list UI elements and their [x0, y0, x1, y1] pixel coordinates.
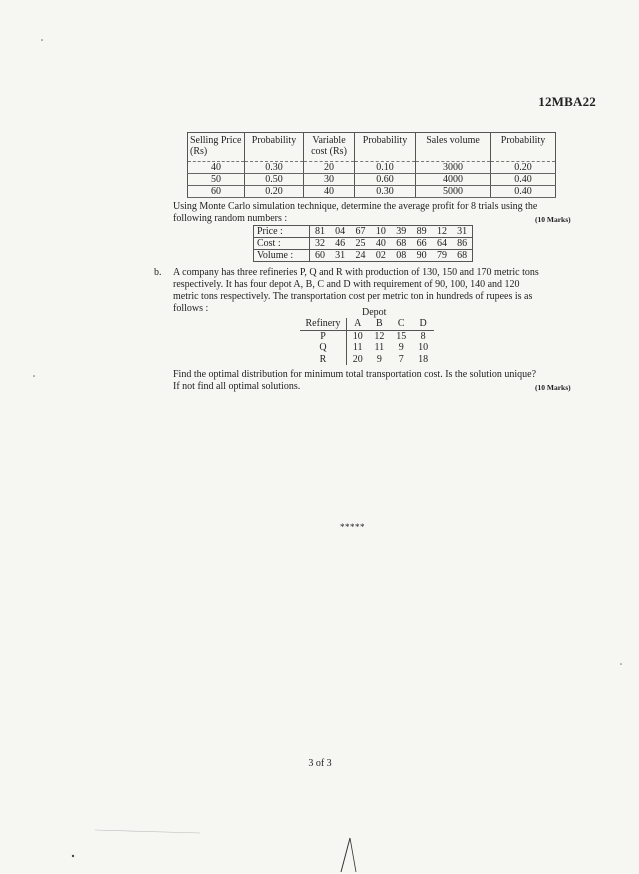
- question-b-find-line-1: Find the optimal distribution for minimum total transportation cost. Is the solution unique?: [173, 369, 537, 380]
- cell: 20: [352, 353, 363, 365]
- random-number-cell: 79: [432, 250, 452, 262]
- random-number-cell: 89: [411, 226, 431, 238]
- marks-b: (10 Marks): [535, 383, 571, 392]
- row-label: Volume :: [254, 250, 310, 262]
- cell: 9: [398, 342, 404, 353]
- cell: 40: [188, 162, 245, 174]
- paper-code: 12MBA22: [538, 94, 596, 109]
- col-depot-a: A: [347, 318, 369, 330]
- row-label: Cost :: [254, 238, 310, 250]
- random-number-cell: 68: [391, 238, 411, 250]
- cell: 0.20: [491, 162, 556, 174]
- cell: 10: [352, 330, 363, 342]
- pen-stroke: [350, 838, 356, 872]
- random-number-cell: 02: [371, 250, 391, 262]
- cell: 0.30: [245, 162, 304, 174]
- question-b-line-2: respectively. It has four depot A, B, C and D with requirement of 90, 100, 140 and 120: [173, 279, 520, 290]
- cell: 3000: [416, 162, 491, 174]
- col-selling-price: Selling Price (Rs): [188, 133, 245, 162]
- cell: 60: [188, 186, 245, 198]
- random-number-cell: 08: [391, 250, 411, 262]
- random-number-cell: 66: [411, 238, 431, 250]
- cell: 0.40: [491, 186, 556, 198]
- cell: 11: [352, 342, 363, 353]
- scan-dot: [33, 375, 35, 377]
- cell: 5000: [416, 186, 491, 198]
- random-number-cell: 12: [432, 226, 452, 238]
- random-number-cell: 68: [452, 250, 472, 262]
- scan-streak: [95, 830, 200, 833]
- col-variable-cost: Variable cost (Rs): [304, 133, 355, 162]
- question-b-line-1: A company has three refineries P, Q and R with production of 130, 150 and 170 metric tons: [173, 267, 539, 278]
- scan-dot: [620, 663, 622, 665]
- cell: 50: [188, 174, 245, 186]
- marks-a: (10 Marks): [535, 215, 571, 224]
- cell: 12: [374, 330, 385, 342]
- col-depot-d: D: [412, 318, 434, 330]
- depot-title: Depot: [362, 307, 387, 318]
- col-refinery: Refinery: [300, 318, 347, 330]
- cell: 4000: [416, 174, 491, 186]
- cell: 0.20: [245, 186, 304, 198]
- cell: 10: [418, 342, 429, 353]
- cell: 8: [420, 330, 426, 342]
- end-stars: *****: [340, 522, 365, 532]
- cell: 7: [398, 353, 404, 365]
- scan-dot: [72, 855, 74, 857]
- cell: R: [300, 354, 347, 366]
- random-number-cell: 67: [350, 226, 370, 238]
- question-b-line-4: follows :: [173, 303, 209, 314]
- col-probability-2: Probability: [355, 133, 416, 162]
- question-a-line-2: following random numbers :: [173, 213, 288, 224]
- cell: 0.10: [355, 162, 416, 174]
- cell: 9: [376, 353, 382, 365]
- random-number-cell: 64: [432, 238, 452, 250]
- cell: Q: [300, 342, 347, 354]
- random-number-cell: 81: [310, 226, 330, 238]
- col-sales-volume: Sales volume: [416, 133, 491, 162]
- cell: 18: [418, 353, 429, 365]
- random-number-cell: 25: [350, 238, 370, 250]
- random-number-cell: 60: [310, 250, 330, 262]
- random-number-cell: 10: [371, 226, 391, 238]
- cell: 20: [304, 162, 355, 174]
- pen-stroke: [341, 838, 350, 872]
- random-number-cell: 90: [411, 250, 431, 262]
- random-number-cell: 46: [330, 238, 350, 250]
- random-number-cell: 40: [371, 238, 391, 250]
- random-number-cell: 31: [330, 250, 350, 262]
- cell: 15: [396, 330, 407, 342]
- random-number-cell: 32: [310, 238, 330, 250]
- row-label: Price :: [254, 226, 310, 238]
- cell: 0.60: [355, 174, 416, 186]
- question-a-line-1: Using Monte Carlo simulation technique, determine the average profit for 8 trials using the: [173, 201, 538, 212]
- random-number-cell: 31: [452, 226, 472, 238]
- cell: P: [300, 330, 347, 342]
- scan-dot: [41, 39, 43, 41]
- cell: 30: [304, 174, 355, 186]
- col-depot-b: B: [368, 318, 390, 330]
- col-probability-1: Probability: [245, 133, 304, 162]
- cell: 0.30: [355, 186, 416, 198]
- page-number: 3 of 3: [308, 758, 332, 769]
- cell: 0.50: [245, 174, 304, 186]
- cell: 11: [374, 342, 385, 353]
- cell: 40: [304, 186, 355, 198]
- question-b-find-line-2: If not find all optimal solutions.: [173, 381, 301, 392]
- col-depot-c: C: [390, 318, 412, 330]
- random-number-cell: 04: [330, 226, 350, 238]
- random-number-cell: 24: [350, 250, 370, 262]
- question-b-label: b.: [154, 267, 162, 278]
- question-b-line-3: metric tons respectively. The transportation cost per metric ton in hundreds of rupees is as: [173, 291, 533, 302]
- cell: 0.40: [491, 174, 556, 186]
- random-number-cell: 39: [391, 226, 411, 238]
- random-number-cell: 86: [452, 238, 472, 250]
- col-probability-3: Probability: [491, 133, 556, 162]
